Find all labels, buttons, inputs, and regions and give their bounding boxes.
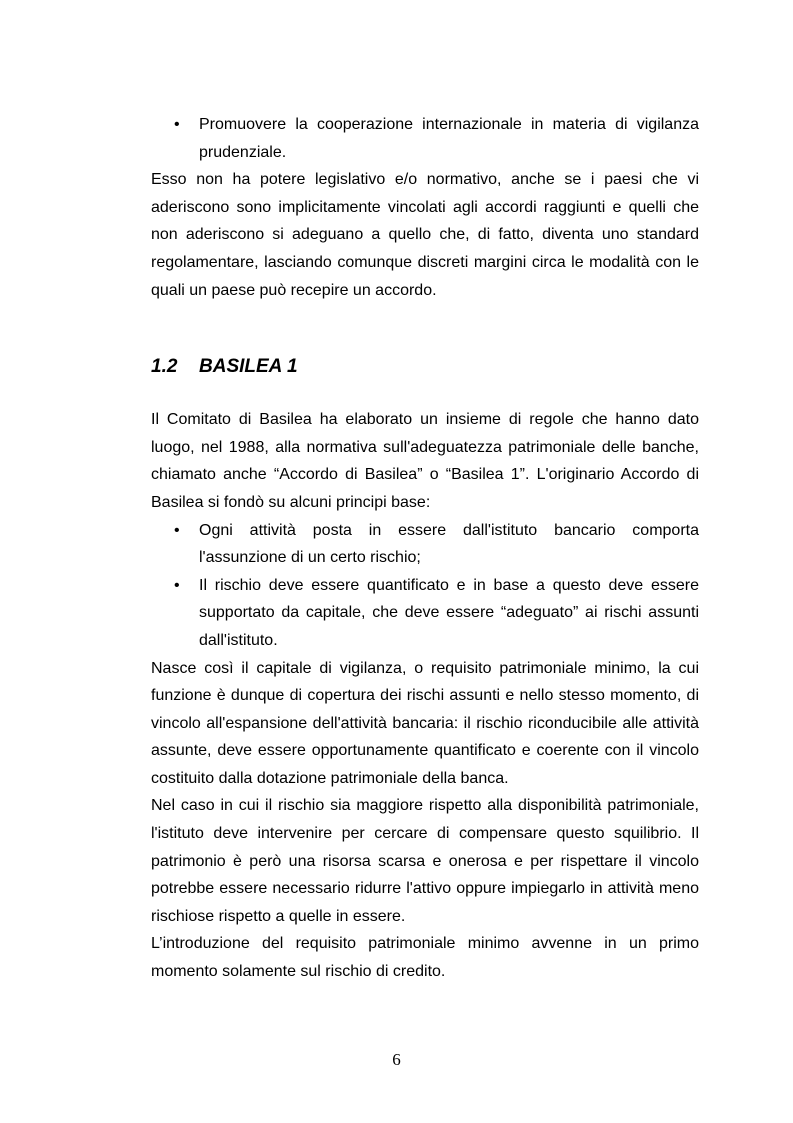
section-title: BASILEA 1	[199, 356, 298, 378]
section-heading	[151, 352, 699, 382]
section-number: 1.2	[151, 356, 178, 378]
bullet-2-line: dall'istituto.	[199, 631, 278, 649]
paragraph-3-line: assunte, deve essere opportunamente quantificato e coerente con il vincolo	[151, 742, 699, 760]
bullet-item-2	[151, 572, 699, 655]
page-body	[151, 111, 699, 986]
paragraph-1-line: aderiscono sono implicitamente vincolati agli accordi raggiunti e quelli che	[151, 198, 699, 216]
bullet-icon: •	[174, 521, 180, 539]
paragraph-2-line: chiamato anche “Accordo di Basilea” o “Basilea 1”. L'originario Accordo di	[151, 466, 699, 484]
paragraph-4-line: l'istituto deve intervenire per cercare di compensare questo squilibrio. Il	[151, 825, 699, 843]
paragraph-5	[151, 930, 699, 985]
paragraph-2-line: Il Comitato di Basilea ha elaborato un insieme di regole che hanno dato	[151, 411, 699, 429]
paragraph-2-line: luogo, nel 1988, alla normativa sull'adeguatezza patrimoniale delle banche,	[151, 438, 699, 456]
paragraph-3-line: costituito dalla dotazione patrimoniale della banca.	[151, 769, 509, 787]
paragraph-5-line: L’introduzione del requisito patrimoniale minimo avvenne in un primo	[151, 935, 699, 953]
paragraph-2-line: Basilea si fondò su alcuni principi base:	[151, 493, 431, 511]
bullet-2-line: supportato da capitale, che deve essere “adeguato” ai rischi assunti	[199, 604, 699, 622]
paragraph-1-line: quali un paese può recepire un accordo.	[151, 281, 437, 299]
bullet-1-line: l'assunzione di un certo rischio;	[199, 549, 421, 567]
paragraph-4-line: Nel caso in cui il rischio sia maggiore rispetto alla disponibilità patrimoniale,	[151, 797, 699, 815]
paragraph-3-line: Nasce così il capitale di vigilanza, o requisito patrimoniale minimo, la cui	[151, 659, 699, 677]
paragraph-1-line: regolamentare, lasciando comunque discreti margini circa le modalità con le	[151, 253, 699, 271]
intro-bullet-item	[151, 111, 699, 166]
paragraph-4-line: rischiose rispetto a quelle in essere.	[151, 907, 406, 925]
bullet-1-line: Ogni attività posta in essere dall'istituto bancario comporta	[199, 521, 699, 539]
intro-bullet-line-2: prudenziale.	[199, 143, 287, 161]
paragraph-3-line: vincolo all'espansione dell'attività bancaria: il rischio riconducibile alle attività	[151, 714, 699, 732]
paragraph-4	[151, 792, 699, 930]
bullet-icon: •	[174, 576, 180, 594]
paragraph-2	[151, 406, 699, 516]
intro-bullet-line-1: Promuovere la cooperazione internazionale in materia di vigilanza	[199, 116, 699, 133]
paragraph-4-line: patrimonio è però una risorsa scarsa e onerosa e per rispettare il vincolo	[151, 852, 699, 870]
paragraph-3-line: funzione è dunque di copertura dei rischi assunti e nello stesso momento, di	[151, 687, 699, 705]
paragraph-1-line: Esso non ha potere legislativo e/o normativo, anche se i paesi che vi	[151, 171, 699, 189]
bullet-icon: •	[174, 116, 180, 133]
paragraph-4-line: potrebbe essere necessario ridurre l'attivo oppure impiegarlo in attività meno	[151, 880, 699, 898]
bullet-2-line: Il rischio deve essere quantificato e in base a questo deve essere	[199, 576, 699, 594]
paragraph-1-line: non aderiscono si adeguano a quello che, di fatto, diventa uno standard	[151, 226, 699, 244]
paragraph-3	[151, 655, 699, 793]
paragraph-1	[151, 166, 699, 304]
page-number: 6	[392, 1050, 401, 1069]
paragraph-5-line: momento solamente sul rischio di credito.	[151, 963, 446, 981]
bullet-item-1	[151, 517, 699, 572]
